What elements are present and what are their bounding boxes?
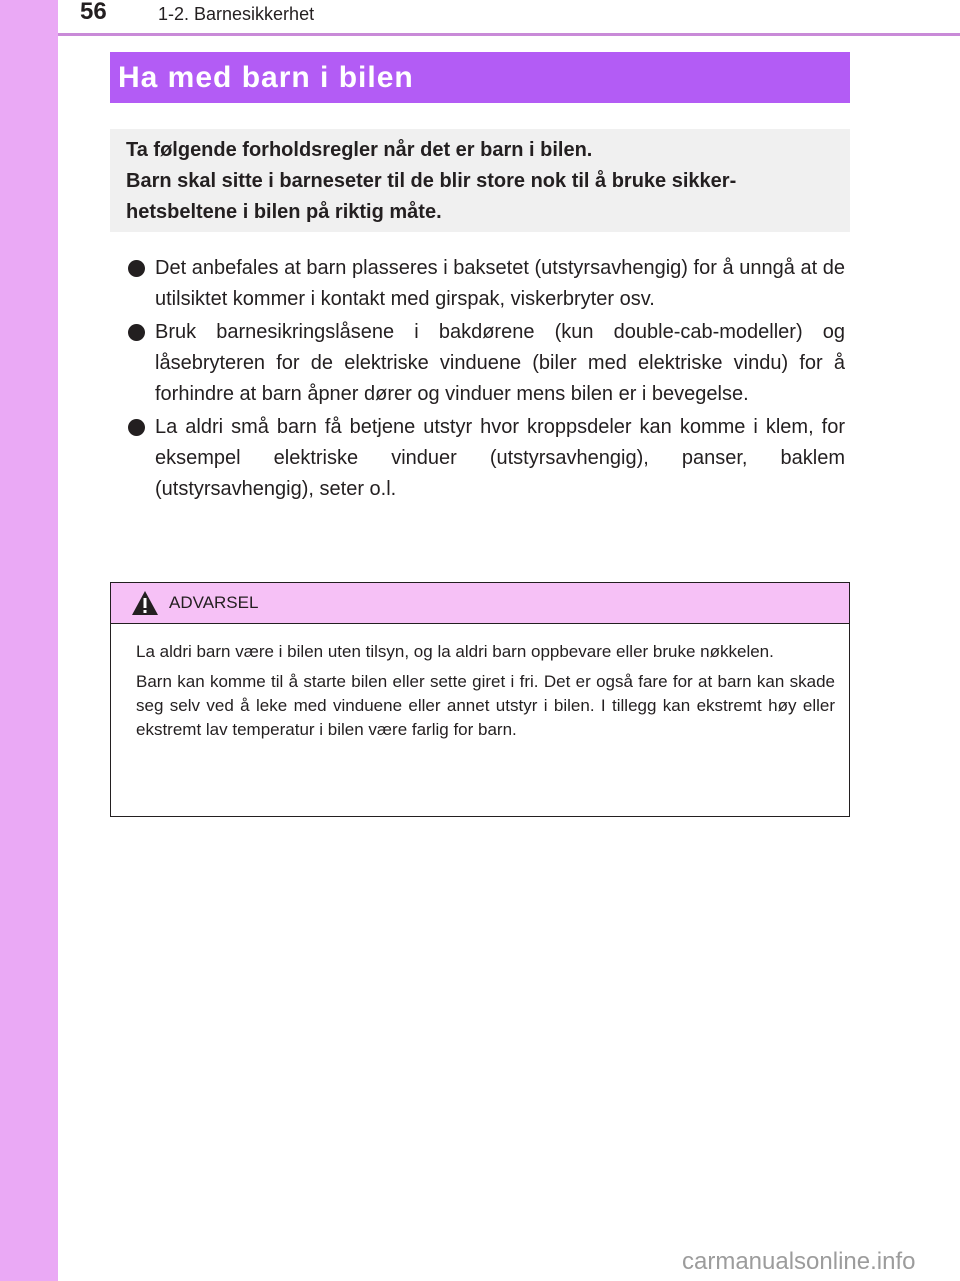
warning-label: ADVARSEL bbox=[169, 593, 259, 612]
intro-line-1: Ta følgende forholdsregler når det er barn i bilen. bbox=[126, 139, 593, 161]
page-number: 56 bbox=[80, 0, 107, 25]
warning-paragraph: La aldri barn være i bilen uten tilsyn, og la aldri barn oppbevare eller bruke nøkkelen. bbox=[136, 642, 774, 661]
warning-box bbox=[110, 582, 850, 817]
warning-triangle-icon bbox=[131, 590, 159, 616]
list-item-text: La aldri små barn få betjene utstyr hvor kroppsdeler kan komme i klem, for eksempel elektriske vinduer (utstyrsavhengig), panser, baklem (utstyrsavhengig), seter o.l. bbox=[155, 416, 845, 500]
page-sidebar bbox=[0, 0, 58, 1281]
warning-header bbox=[111, 583, 849, 624]
bullet-dot-icon bbox=[128, 260, 145, 277]
intro-line-2: Barn skal sitte i barneseter til de blir store nok til å bruke sikker-hetsbeltene i bilen på riktig måte. bbox=[126, 170, 737, 223]
bullet-list bbox=[125, 253, 845, 507]
bullet-dot-icon bbox=[128, 324, 145, 341]
page-title: Ha med barn i bilen bbox=[118, 60, 414, 94]
bullet-dot-icon bbox=[128, 419, 145, 436]
list-item-text: Bruk barnesikringslåsene i bakdørene (kun double-cab-modeller) og låsebryteren for de elektriske vinduene (biler med elektriske vindu) for å forhindre at barn åpner dører og vinduer mens bilen er i bevegelse. bbox=[155, 321, 845, 405]
list-item bbox=[125, 412, 845, 505]
title-bar bbox=[110, 52, 850, 103]
section-title: 1-2. Barnesikkerhet bbox=[158, 4, 315, 24]
list-item bbox=[125, 253, 845, 315]
watermark: carmanualsonline.info bbox=[682, 1248, 916, 1275]
warning-paragraph: Barn kan komme til å starte bilen eller sette giret i fri. Det er også fare for at barn kan skade seg selv ved å leke med vinduene eller annet utstyr i bilen. I tillegg kan ekstremt høy eller ekstremt lav temperatur i bilen være farlig for barn. bbox=[136, 672, 835, 739]
warning-body bbox=[111, 624, 849, 742]
list-item bbox=[125, 317, 845, 410]
list-item-text: Det anbefales at barn plasseres i baksetet (utstyrsavhengig) for å unngå at de utilsiktet kommer i kontakt med girspak, viskerbryter osv. bbox=[155, 257, 845, 310]
intro-box bbox=[110, 129, 850, 232]
header-divider bbox=[58, 33, 960, 36]
